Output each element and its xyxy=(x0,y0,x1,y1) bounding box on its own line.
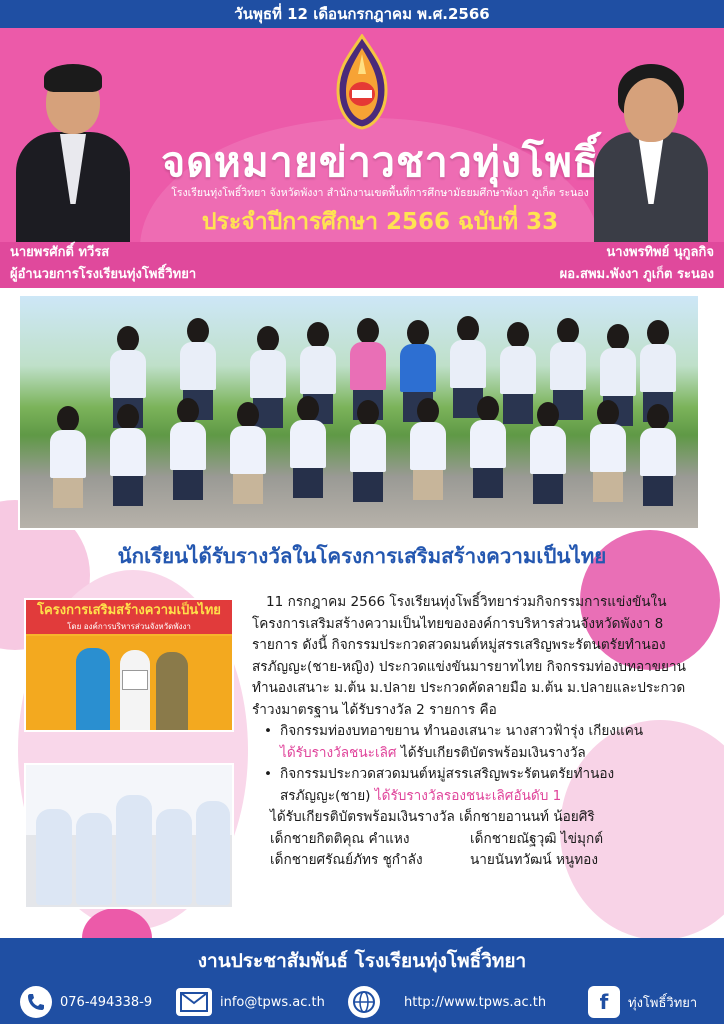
project-banner-subtitle: โดย องค์การบริหารส่วนจังหวัดพังงา xyxy=(67,622,191,631)
email-icon xyxy=(176,988,212,1016)
header-banner xyxy=(0,28,724,242)
facebook-page[interactable]: ทุ่งโพธิ์วิทยา xyxy=(628,995,698,1011)
student-figure xyxy=(590,400,626,502)
newsletter-title: จดหมายข่าวชาวทุ่งโพธิ์ xyxy=(161,138,599,186)
winner-name: เด็กชายกิตติคุณ คำแหง xyxy=(270,830,410,847)
winner-name: เด็กชายศรัณย์ภัทร ชูกำลัง xyxy=(270,852,423,868)
student-figure xyxy=(110,404,146,506)
phone-number[interactable]: 076-494338-9 xyxy=(60,994,153,1010)
award-label: ได้รับรางวัลรองชนะเลิศอันดับ 1 xyxy=(374,787,562,804)
student-figure xyxy=(530,402,566,504)
email-contact[interactable] xyxy=(176,986,325,1018)
student-figure xyxy=(290,396,326,498)
winner-row xyxy=(270,829,704,851)
student-figure xyxy=(640,404,676,506)
student-figure xyxy=(50,406,86,508)
award-item: • กิจกรรมท่องบทอาขยาน ทำนองเสนาะ นางสาวฟ้ารุ่ง เกียงแคน ได้รับรางวัลชนะเลิศ ได้รับเกียรติบัตรพร้อมเงินรางวัล xyxy=(258,721,704,764)
project-banner: โครงการเสริมสร้างความเป็นไทย xyxy=(26,600,232,634)
phone-contact[interactable] xyxy=(20,986,152,1018)
website-contact[interactable] xyxy=(348,986,546,1018)
winner-row xyxy=(270,850,704,872)
date-bar: วันพุธที่ 12 เดือนกรกฎาคม พ.ศ.2566 xyxy=(0,0,724,28)
article-headline: นักเรียนได้รับรางวัลในโครงการเสริมสร้างความเป็นไทย xyxy=(117,544,607,568)
award-ceremony-photo xyxy=(24,598,234,732)
student-team-photo xyxy=(24,763,234,909)
award-label: ได้รับรางวัลชนะเลิศ xyxy=(280,744,397,761)
footer-title: งานประชาสัมพันธ์ โรงเรียนทุ่งโพธิ์วิทยา xyxy=(197,950,527,972)
facebook-icon: f xyxy=(588,986,620,1018)
student-figure xyxy=(470,396,506,498)
area-director-name: นางพรทิพย์ นุกูลกิจ xyxy=(606,245,714,260)
footer xyxy=(0,938,724,1024)
email-address[interactable]: info@tpws.ac.th xyxy=(220,994,325,1010)
director-name: นายพรศักดิ์ ทวีรส xyxy=(10,245,110,260)
group-photo xyxy=(20,296,698,528)
area-director-position: ผอ.สพม.พังงา ภูเก็ต ระนอง xyxy=(559,267,714,282)
issue-number: ประจำปีการศึกษา 2566 ฉบับที่ 33 xyxy=(201,209,559,235)
director-position: ผู้อำนวยการโรงเรียนทุ่งโพธิ์วิทยา xyxy=(10,267,197,282)
award-item-detail: ได้รับเกียรติบัตรพร้อมเงินรางวัล เด็กชายอานนท์ น้อยศิริ xyxy=(270,809,595,825)
facebook-contact[interactable] xyxy=(588,986,697,1018)
award-list xyxy=(258,721,704,807)
name-bar xyxy=(0,242,724,288)
student-figure xyxy=(350,400,386,502)
student-figure xyxy=(410,398,446,500)
award-item: • กิจกรรมประกวดสวดมนต์หมู่สรรเสริญพระรัตนตรัยทำนองสรภัญญะ(ชาย) ได้รับรางวัลรองชนะเลิศอันดับ 1 xyxy=(258,764,704,807)
area-director-caption xyxy=(560,242,714,286)
newsletter-subtitle: โรงเรียนทุ่งโพธิ์วิทยา จังหวัดพังงา สำนักงานเขตพื้นที่การศึกษามัธยมศึกษาพังงา ภูเก็ต ระนอง xyxy=(171,187,589,199)
student-figure xyxy=(170,398,206,500)
article-intro: 11 กรกฎาคม 2566 โรงเรียนทุ่งโพธิ์วิทยาร่วมกิจกรรมการแข่งขันในโครงการเสริมสร้างความเป็นไทยขององค์การบริหารส่วนจังหวัดพังงา 8 รายการ ดังนี้ กิจกรรมประกวดสวดมนต์หมู่สรรเสริญพระรัตนตรัยทำนองสรภัญญะ(ชาย-หญิง) ประกวดแข่งขันมารยาทไทย กิจกรรมท่องบทอาขยาน ทำนองเสนาะ ม.ต้น ม.ปลาย ประกวดคัดลายมือ ม.ต้น ม.ปลายและประกวดรำวงมาตรฐาน ได้รับรางวัล 2 รายการ คือ xyxy=(252,594,686,718)
globe-icon xyxy=(348,986,380,1018)
article-body xyxy=(252,592,704,872)
student-figure xyxy=(230,402,266,504)
phone-icon xyxy=(20,986,52,1018)
winner-name: นายนันทวัฒน์ หนูทอง xyxy=(470,852,598,868)
director-photo xyxy=(8,52,138,242)
winner-name: เด็กชายณัฐวุฒิ ไข่มุกต์ xyxy=(470,830,604,847)
school-logo xyxy=(330,34,394,130)
director-caption xyxy=(10,242,196,286)
website-url[interactable]: http://www.tpws.ac.th xyxy=(404,994,547,1010)
